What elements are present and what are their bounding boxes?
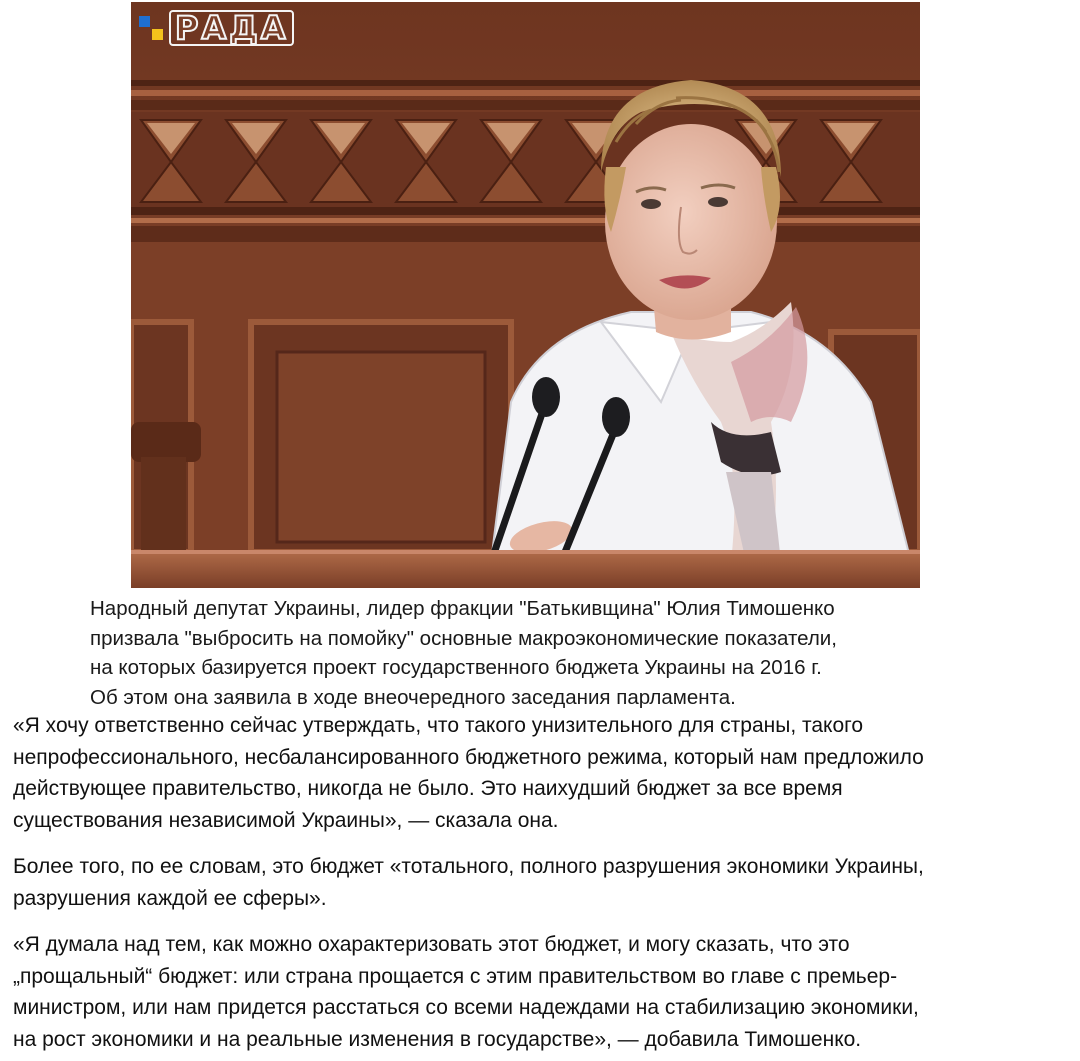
carved-frieze: [131, 112, 920, 207]
caption-line: на которых базируется проект государственного бюджета Украины на 2016 г.: [90, 656, 822, 679]
paragraph-line: «Я думала над тем, как можно охарактеризовать этот бюджет, и могу сказать, что это: [13, 933, 850, 956]
paragraph-line: Более того, по ее словам, это бюджет «тотального, полного разрушения экономики Украины,: [13, 855, 924, 878]
paragraph-line: „прощальный“ бюджет: или страна прощается с этим правительством во главе с премьер-: [13, 964, 898, 988]
caption-line: Об этом она заявила в ходе внеочередного заседания парламента.: [90, 685, 736, 709]
paragraph-line: существования независимой Украины», — сказала она.: [13, 808, 559, 832]
paragraph-2: [13, 851, 1079, 914]
paragraph-line: на рост экономики и на реальные изменения в государстве», — добавила Тимошенко.: [13, 1027, 862, 1051]
article-body: [13, 710, 1079, 1055]
paragraph-line: министром, или нам придется расстаться со всеми надеждами на стабилизацию экономики,: [13, 996, 919, 1019]
flag-squares-icon: [137, 14, 165, 42]
rada-channel-logo: [137, 10, 294, 46]
paragraph-quote-2: [13, 929, 1079, 1055]
caption-line: призвала "выбросить на помойку" основные макроэкономические показатели,: [90, 626, 837, 650]
caption-line: Народный депутат Украины, лидер фракции "Батькивщина" Юлия Тимошенко: [90, 597, 835, 620]
paragraph-quote-1: [13, 710, 1079, 836]
photo-caption: [90, 594, 1050, 712]
paragraph-line: действующее правительство, никогда не было. Это наихудший бюджет за все время: [13, 777, 843, 800]
paragraph-line: непрофессионального, несбалансированного бюджетного режима, который нам предложило: [13, 745, 924, 769]
logo-text: РАДА: [169, 10, 294, 46]
parliament-speaker-illustration: [131, 2, 920, 588]
paragraph-line: «Я хочу ответственно сейчас утверждать, что такого унизительного для страны, такого: [13, 714, 864, 737]
news-photo: [131, 2, 920, 588]
paragraph-line: разрушения каждой ее сферы».: [13, 886, 327, 910]
